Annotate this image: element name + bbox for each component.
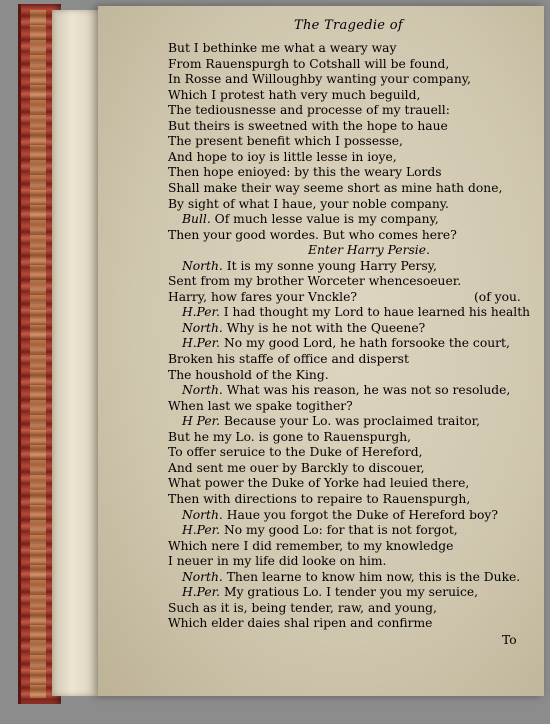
text-line (182, 320, 425, 337)
line-text: My gratious Lo. I tender you my seruice, (223, 585, 479, 600)
line-text: Of much lesse value is my company, (214, 212, 439, 227)
speaker-prefix: H.Per. (182, 305, 224, 320)
text-line (168, 164, 442, 181)
turnover-text: (of you. (474, 289, 521, 304)
line-text: The present benefit which I possesse, (168, 134, 403, 149)
line-text: In Rosse and Willoughby wanting your company, (168, 72, 471, 87)
gilt-tooling (30, 10, 46, 698)
text-line (182, 569, 520, 586)
text-line (168, 180, 502, 197)
text-line (168, 56, 449, 73)
text-line (168, 149, 397, 166)
line-text: Such as it is, being tender, raw, and young, (168, 600, 437, 615)
line-text: When last we spake togither? (168, 398, 353, 413)
text-line (182, 584, 478, 601)
text-line (168, 102, 450, 119)
text-line (182, 382, 510, 399)
text-line (168, 87, 420, 104)
line-text: Enter Harry Persie. (308, 243, 430, 258)
speaker-prefix: North. (182, 383, 227, 398)
line-text: Which elder daies shal ripen and confirme (168, 616, 433, 631)
text-line (182, 258, 437, 275)
text-line (168, 40, 396, 57)
line-text: Then with directions to repaire to Rauenspurgh, (168, 491, 471, 506)
text-line (182, 507, 498, 524)
text-line (168, 553, 386, 570)
line-text: Then your good wordes. But who comes here? (168, 227, 457, 242)
line-text: But theirs is sweetned with the hope to haue (168, 118, 448, 133)
text-line (182, 335, 510, 352)
line-text: Haue you forgot the Duke of Hereford boy? (226, 507, 498, 522)
text-line (168, 289, 357, 306)
page-edges (52, 10, 102, 696)
line-text: To offer seruice to the Duke of Hereford, (168, 445, 423, 460)
running-head: The Tragedie of (294, 18, 403, 33)
text-line (168, 71, 471, 88)
text-line (168, 273, 461, 290)
line-text: Why is he not with the Queene? (226, 320, 426, 335)
line-text: And sent me ouer by Barckly to discouer, (168, 460, 425, 475)
line-text: Which I protest hath very much beguild, (168, 87, 421, 102)
line-text: But I bethinke me what a weary way (168, 41, 397, 55)
line-text: Broken his staffe of office and disperst (168, 352, 409, 366)
speaker-prefix: H.Per. (182, 523, 224, 538)
text-line (168, 429, 411, 446)
speaker-prefix: North. (182, 258, 227, 273)
text-line (168, 398, 353, 415)
line-text: But he my Lo. is gone to Rauenspurgh, (168, 429, 412, 444)
line-text: From Rauenspurgh to Cotshall will be found, (168, 56, 450, 71)
text-line (168, 367, 329, 384)
text-line (168, 351, 409, 368)
line-text: The houshold of the King. (168, 367, 329, 382)
line-text: No my good Lord, he hath forsooke the court, (223, 336, 510, 351)
text-line (168, 600, 437, 617)
text-line (168, 118, 448, 135)
line-text: I neuer in my life did looke on him. (168, 554, 387, 569)
text-line (168, 227, 457, 244)
line-text: And hope to ioy is little lesse in ioye, (168, 149, 397, 164)
line-text: Because your Lo. was proclaimed traitor, (223, 414, 481, 429)
speaker-prefix: H Per. (182, 414, 224, 429)
text-line (182, 522, 458, 539)
line-text: Sent from my brother Worceter whencesoeuer. (168, 274, 462, 289)
text-line (168, 615, 432, 632)
line-text: Then hope enioyed: by this the weary Lords (168, 165, 442, 180)
line-text: Which nere I did remember, to my knowledge (168, 538, 454, 553)
line-text: What was his reason, he was not so resolude, (226, 383, 511, 398)
text-line (182, 304, 530, 321)
line-text: It is my sonne young Harry Persy, (226, 258, 437, 273)
line-text: What power the Duke of Yorke had leuied there, (168, 476, 470, 491)
line-text: Harry, how fares your Vnckle? (168, 289, 357, 304)
line-text: Then learne to know him now, this is the Duke. (226, 569, 521, 584)
line-text: I had thought my Lord to haue learned his health (223, 305, 531, 320)
catchword: To (502, 633, 517, 647)
speaker-prefix: North. (182, 507, 227, 522)
line-text: The tediousnesse and processe of my trauell: (168, 103, 450, 118)
speaker-prefix: H.Per. (182, 585, 224, 600)
text-line (168, 491, 470, 508)
text-line (182, 413, 480, 430)
speaker-prefix: H.Per. (182, 336, 224, 351)
text-line (168, 196, 449, 213)
line-text: By sight of what I haue, your noble company. (168, 196, 449, 211)
speaker-prefix: North. (182, 320, 227, 335)
text-line (182, 211, 439, 228)
speaker-prefix: North. (182, 569, 227, 584)
text-line (168, 538, 453, 555)
text-line (168, 133, 403, 150)
line-text: No my good Lo: for that is not forgot, (223, 523, 458, 538)
speaker-prefix: Bull. (182, 212, 215, 227)
text-line (308, 242, 430, 259)
text-line (168, 444, 423, 461)
text-line (168, 475, 469, 492)
text-line (168, 460, 425, 477)
line-text: Shall make their way seeme short as mine hath done, (168, 180, 503, 195)
